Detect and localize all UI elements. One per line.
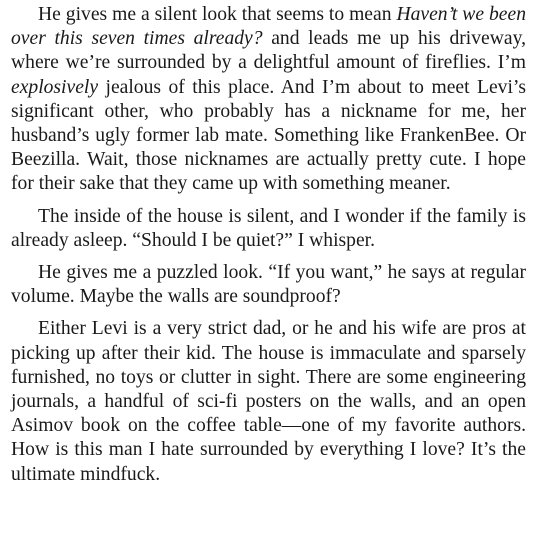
text-segment: The inside of the house is silent, and I wonder if the family is already asleep. “Should I be quiet?” I whisper. — [11, 205, 526, 251]
paragraph-house-silent — [11, 205, 526, 253]
text-segment: He gives me a puzzled look. “If you want,” he says at regular volume. Maybe the walls are soundproof? — [11, 262, 526, 308]
italic-thought: Haven’t we been over this seven times already? — [11, 4, 526, 50]
text-segment: and leads me up his driveway, where we’re surrounded by a delightful amount of fireflies. I’m — [11, 28, 526, 74]
text-segment: He gives me a silent look that seems to mean — [38, 4, 397, 25]
paragraph-strict-dad — [11, 317, 526, 486]
paragraph-driveway — [11, 3, 526, 197]
text-segment: Either Levi is a very strict dad, or he and his wife are pros at picking up after their kid. The house is immaculate and sparsely furnished, no toys or clutter in sight. There are some engineering journals, a handful of sci-fi posters on the walls, and an open Asimov book on the coffee table—one of my favorite authors. How is this man I hate surrounded by everything I love? It’s the ultimate mindfuck. — [11, 318, 526, 485]
text-segment: jealous of this place. And I’m about to meet Levi’s significant other, who probably has a nickname for me, her husband’s ugly former lab mate. Something like FrankenBee. Or Beezilla. Wait, those nicknames are actually pretty cute. I hope for their sake that they came up with something meaner. — [11, 76, 526, 195]
italic-emphasis: explosively — [11, 76, 99, 98]
paragraph-puzzled-look — [11, 261, 526, 309]
